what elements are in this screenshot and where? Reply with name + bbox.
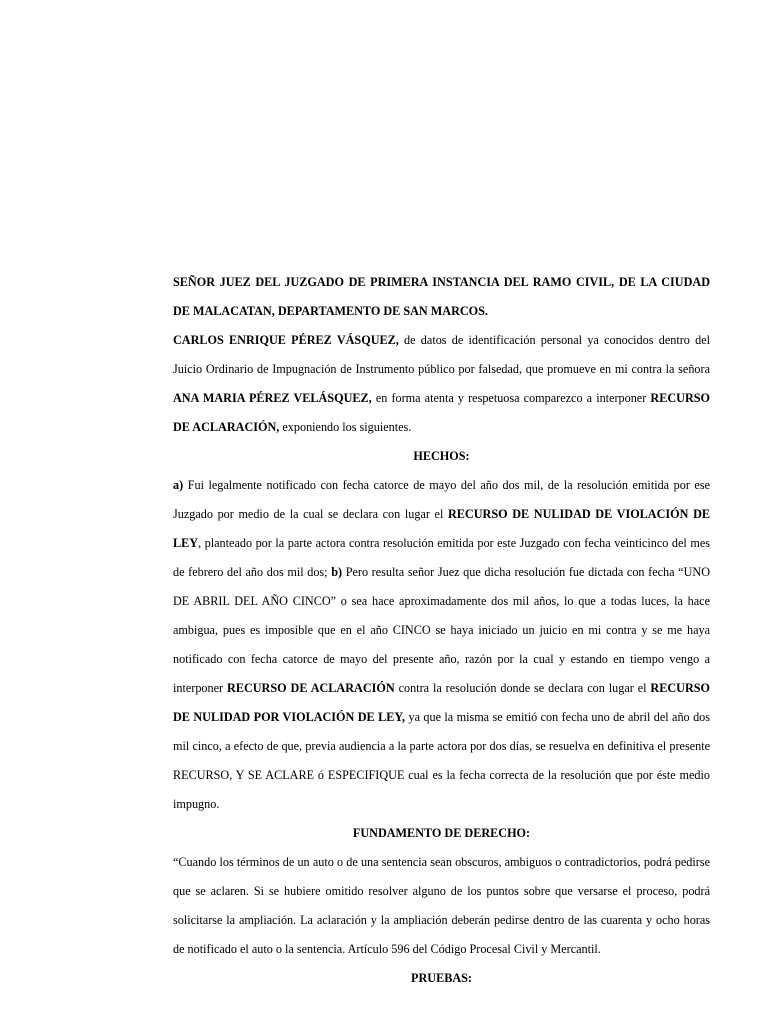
fact-a-bold-1: RECURSO DE NULIDAD DE VIOLACIÓN DE LEY bbox=[173, 507, 710, 550]
addressee-line-2: DE MALACATAN, DEPARTAMENTO DE SAN MARCOS. bbox=[173, 304, 488, 318]
fact-b-bold-2: RECURSO DE NULIDAD POR VIOLACIÓN DE LEY, bbox=[173, 681, 711, 724]
fact-b-text-1: Pero resulta señor Juez que dicha resolución fue dictada con fecha “UNO DE ABRIL DEL AÑO CINCO” o sea hace aproximadamente dos mil años, lo que a todas luces, la hace ambigua, pues es imposible que en el año CINCO se haya iniciado un juicio en mi contra y se me haya notificado con fecha catorce de mayo del presente año, razón por la cual y estando en tiempo vengo a interponer bbox=[173, 565, 710, 695]
fact-a-text-2: , planteado por la parte actora contra resolución emitida por este Juzgado con fecha veinticinco del mes de febrero del año dos mil dos; bbox=[173, 536, 710, 579]
petitioner-name: CARLOS ENRIQUE PÉREZ VÁSQUEZ, bbox=[173, 333, 399, 347]
fact-b-label: b) bbox=[331, 565, 343, 579]
evidence-heading: PRUEBAS: bbox=[411, 971, 472, 985]
fact-b-bold-1: RECURSO DE ACLARACIÓN bbox=[227, 681, 395, 695]
fact-b-text-3: ya que la misma se emitió con fecha uno de abril del año dos mil cinco, a efecto de que, previa audiencia a la parte actora por dos días, se resuelva en definitiva el presente RECURSO, Y SE ACLARE ó ESPECIFIQUE cual es la fecha correcta de la resolución que por éste medio impugno. bbox=[173, 710, 710, 811]
opponent-name: ANA MARIA PÉREZ VELÁSQUEZ, bbox=[173, 391, 372, 405]
intro-text-1: de datos de identificación personal ya conocidos dentro del Juicio Ordinario de Impugnación de Instrumento público por falsedad, que promueve en mi contra la señora bbox=[173, 333, 711, 376]
facts-paragraph bbox=[173, 471, 710, 819]
intro-paragraph bbox=[173, 326, 710, 442]
document-body bbox=[173, 268, 710, 993]
facts-heading: HECHOS: bbox=[413, 449, 470, 463]
intro-text-3: exponiendo los siguientes. bbox=[279, 420, 412, 434]
fact-a-label: a) bbox=[173, 478, 184, 492]
addressee-line-1: SEÑOR JUEZ DEL JUZGADO DE PRIMERA INSTANCIA DEL RAMO CIVIL, DE LA CIUDAD bbox=[173, 275, 710, 289]
fact-b-text-2: contra la resolución donde se declara con lugar el bbox=[394, 681, 651, 695]
fact-a-text-1: Fui legalmente notificado con fecha catorce de mayo del año dos mil, de la resolución emitida por ese Juzgado por medio de la cual se declara con lugar el bbox=[173, 478, 710, 521]
law-heading: FUNDAMENTO DE DERECHO: bbox=[352, 826, 531, 840]
law-paragraph: “Cuando los términos de un auto o de una sentencia sean obscuros, ambiguos o contradictorios, podrá pedirse que se aclaren. Si se hubiere omitido resolver alguno de los puntos sobre que versarse el proceso, podrá solicitarse la ampliación. La aclaración y la ampliación deberán pedirse dentro de las cuarenta y ocho horas de notificado el auto o la sentencia. Artículo 596 del Código Procesal Civil y Mercantil. bbox=[173, 855, 710, 956]
remedy-name: RECURSO DE ACLARACIÓN, bbox=[173, 391, 710, 434]
intro-text-2: en forma atenta y respetuosa comparezco a interponer bbox=[371, 391, 651, 405]
